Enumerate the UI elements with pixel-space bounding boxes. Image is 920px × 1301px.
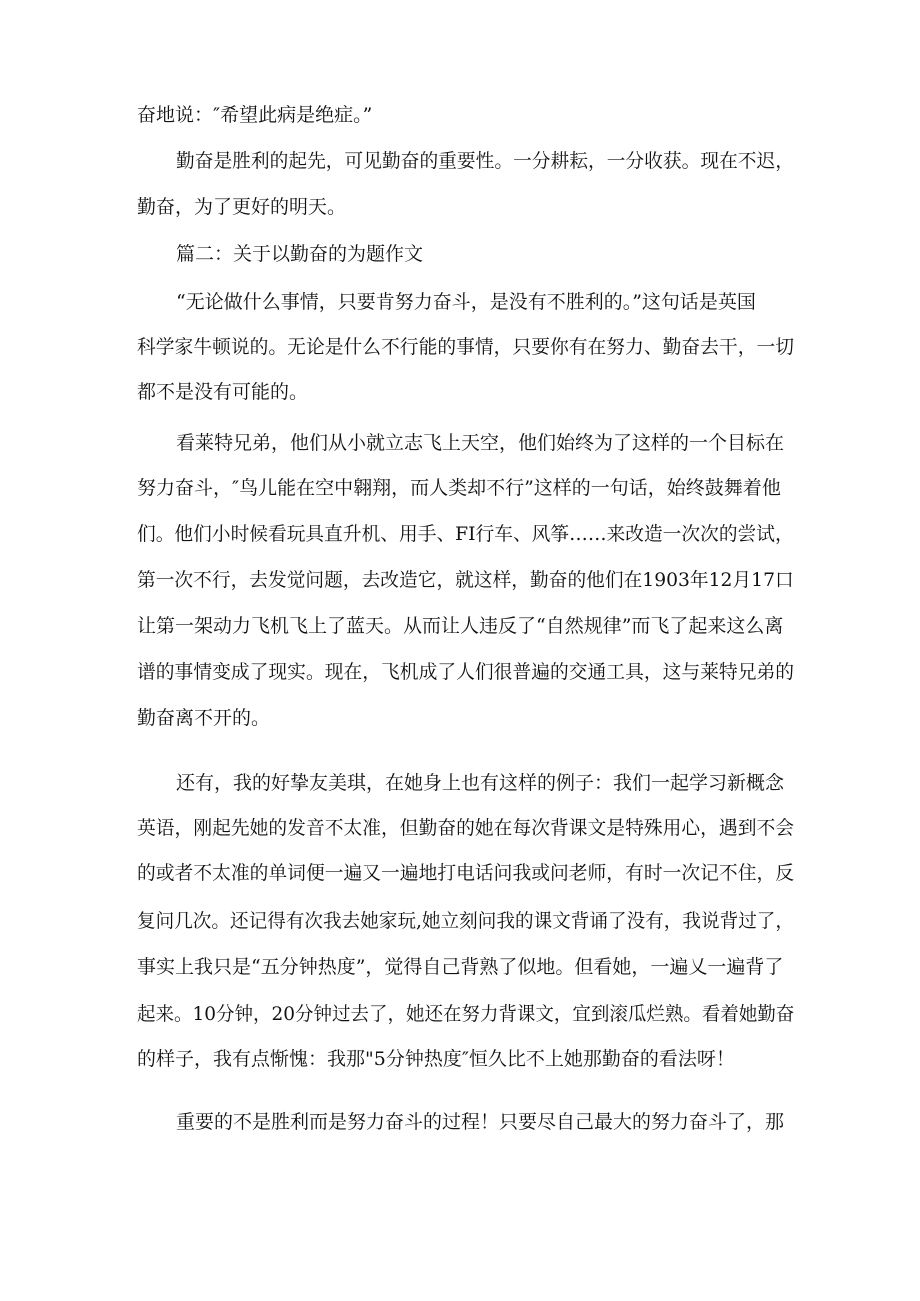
text-line [0, 187, 920, 227]
text-line [0, 372, 920, 412]
text-line [0, 947, 920, 987]
line-text: 勤奋，为了更好的明天。 [137, 196, 347, 218]
text-line [0, 698, 920, 738]
text-line [0, 853, 920, 893]
line-text: 重要的不是胜利而是努力奋斗的过程！只要尽自己最大的努力奋斗了，那 [176, 1111, 785, 1133]
text-line [0, 560, 920, 600]
text-line [0, 95, 920, 135]
text-line [0, 652, 920, 692]
text-line [0, 423, 920, 463]
text-line [0, 1039, 920, 1079]
line-text: 都不是没有可能的。 [137, 381, 309, 403]
line-text: 们。他们小时候看玩具直升机、用手、FI行车、风筝……来改造一次次的尝试， [137, 523, 794, 545]
text-line [0, 468, 920, 508]
line-text: 英语，刚起先她的发音不太准，但勤奋的她在每次背课文是特殊用心，遇到不会 [137, 817, 795, 839]
line-text: 第一次不行，去发觉问题，去改造它，就这样，勤奋的他们在1903年12月17口 [137, 569, 794, 591]
text-line [0, 994, 920, 1034]
line-text: 的或者不太准的单词便一遍又一遍地打电话问我或问老师，有时一次记不住，反 [137, 862, 795, 884]
line-text: 看莱特兄弟，他们从小就立志飞上天空，他们始终为了这样的一个目标在 [176, 432, 785, 454]
line-text: 让第一架动力飞机飞上了蓝天。从而让人违反了“自然规律”而飞了起来这么离 [137, 615, 784, 637]
text-line [0, 282, 920, 322]
line-text: 勤奋是胜利的起先，可见勤奋的重要性。一分耕耘，一分收获。现在不迟， [176, 150, 794, 172]
line-text: 奋地说：″希望此病是绝症。” [137, 104, 373, 126]
line-text: 篇二：关于以勤奋的为题作文 [176, 243, 424, 265]
text-line [0, 141, 920, 181]
line-text: 努力奋斗，″鸟儿能在空中翱翔，而人类却不行”这样的一句话，始终鼓舞着他 [137, 477, 781, 499]
line-text: 还有，我的好挚友美琪，在她身上也有这样的例子：我们一起学习新概念 [176, 772, 785, 794]
line-text: 科学家牛顿说的。无论是什么不行能的事情，只要你有在努力、勤奋去干，一切 [137, 336, 795, 358]
line-text: 谱的事情变成了现实。现在，飞机成了人们很普遍的交通工具，这与莱特兄弟的 [137, 661, 795, 683]
text-line [0, 327, 920, 367]
text-line [0, 514, 920, 554]
line-text: 复问几次。还记得有次我去她家玩,她立刻问我的课文背诵了没有，我说背过了， [137, 910, 795, 932]
line-text: 事实上我只是“五分钟热度”，觉得自己背熟了似地。但看她，一遍乂一遍背了 [137, 956, 784, 978]
text-line [0, 1102, 920, 1142]
text-line [0, 606, 920, 646]
line-text: “无论做什么事情，只要肯努力奋斗，是没有不胜利的。”这句话是英国 [176, 291, 756, 313]
text-line [0, 763, 920, 803]
text-line [0, 808, 920, 848]
line-text: 的样子，我有点惭愧：我那"5分钟热度″恒久比不上她那勤奋的看法呀！ [137, 1048, 735, 1070]
text-line [0, 234, 920, 274]
line-text: 起来。10分钟，20分钟过去了，她还在努力背课文，宜到滚瓜烂熟。看着她勤奋 [137, 1003, 795, 1025]
line-text: 勤奋离不开的。 [137, 707, 271, 729]
text-line [0, 901, 920, 941]
